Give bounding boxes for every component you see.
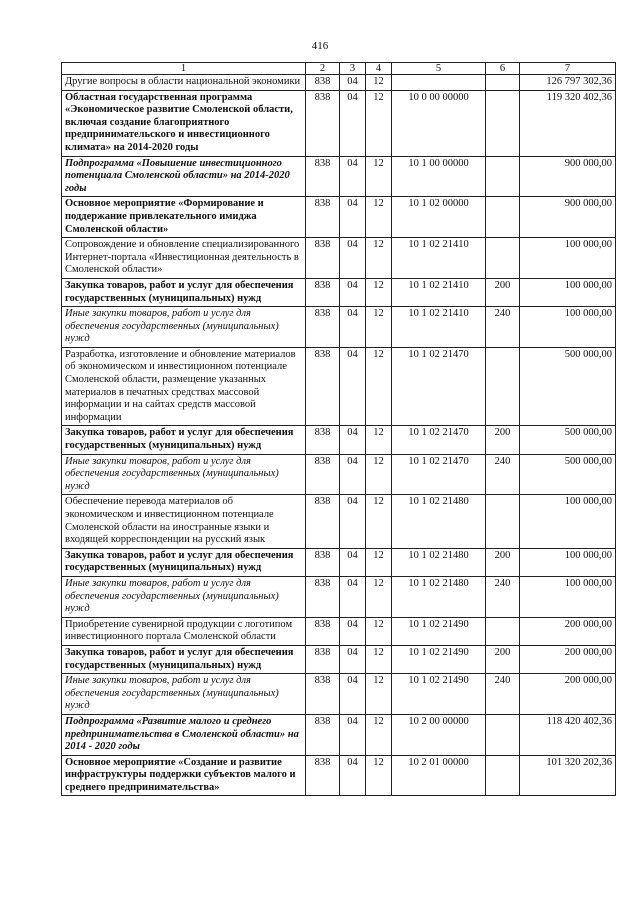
- row-subsection-cell: 12: [366, 278, 392, 306]
- row-section-cell: 04: [340, 755, 366, 796]
- row-expense-type-cell: 240: [486, 576, 520, 617]
- table-row: [62, 495, 616, 548]
- row-target-article-cell: 10 2 00 00000: [392, 714, 486, 755]
- row-name-cell: Подпрограмма «Развитие малого и среднего предпринимательства в Смоленской области» на 2014 - 2020 годы: [62, 714, 306, 755]
- row-subsection-cell: 12: [366, 645, 392, 673]
- row-subsection-cell: 12: [366, 617, 392, 645]
- row-section-cell: 04: [340, 548, 366, 576]
- row-amount-cell: 200 000,00: [520, 645, 616, 673]
- row-expense-type-cell: [486, 347, 520, 426]
- row-name-cell: Приобретение сувенирной продукции с логотипом инвестиционного портала Смоленской области: [62, 617, 306, 645]
- page-number: 416: [311, 40, 329, 52]
- row-grbs-cell: 838: [306, 495, 340, 548]
- row-subsection-cell: 12: [366, 426, 392, 454]
- row-name-cell: Иные закупки товаров, работ и услуг для обеспечения государственных (муниципальных) нужд: [62, 576, 306, 617]
- row-amount-cell: 100 000,00: [520, 278, 616, 306]
- row-grbs-cell: 838: [306, 75, 340, 91]
- row-section-cell: 04: [340, 645, 366, 673]
- row-expense-type-cell: [486, 617, 520, 645]
- row-subsection-cell: 12: [366, 90, 392, 156]
- table-row: [62, 347, 616, 426]
- header-cell: 4: [366, 63, 392, 75]
- row-subsection-cell: 12: [366, 576, 392, 617]
- row-section-cell: 04: [340, 197, 366, 238]
- row-subsection-cell: 12: [366, 454, 392, 495]
- row-target-article-cell: 10 1 02 21470: [392, 454, 486, 495]
- row-amount-cell: 100 000,00: [520, 238, 616, 279]
- row-name-cell: Областная государственная программа «Экономическое развитие Смоленской области, включая создание благоприятного предпринимательского и инвестиционного климата» на 2014-2020 годы: [62, 90, 306, 156]
- row-subsection-cell: 12: [366, 307, 392, 348]
- row-name-cell: Иные закупки товаров, работ и услуг для обеспечения государственных (муниципальных) нужд: [62, 674, 306, 715]
- row-target-article-cell: 10 1 02 21480: [392, 548, 486, 576]
- header-cell: 3: [340, 63, 366, 75]
- row-subsection-cell: 12: [366, 755, 392, 796]
- row-amount-cell: 900 000,00: [520, 156, 616, 197]
- row-amount-cell: 100 000,00: [520, 548, 616, 576]
- row-amount-cell: 100 000,00: [520, 576, 616, 617]
- row-target-article-cell: 10 1 02 21410: [392, 307, 486, 348]
- row-grbs-cell: 838: [306, 674, 340, 715]
- row-target-article-cell: 10 1 02 21470: [392, 426, 486, 454]
- row-grbs-cell: 838: [306, 645, 340, 673]
- row-grbs-cell: 838: [306, 755, 340, 796]
- row-target-article-cell: 10 2 01 00000: [392, 755, 486, 796]
- row-grbs-cell: 838: [306, 278, 340, 306]
- row-section-cell: 04: [340, 617, 366, 645]
- row-name-cell: Закупка товаров, работ и услуг для обеспечения государственных (муниципальных) нужд: [62, 426, 306, 454]
- table-row: [62, 156, 616, 197]
- row-grbs-cell: 838: [306, 576, 340, 617]
- row-name-cell: Основное мероприятие «Формирование и поддержание привлекательного имиджа Смоленской области»: [62, 197, 306, 238]
- row-section-cell: 04: [340, 347, 366, 426]
- row-expense-type-cell: [486, 75, 520, 91]
- table-row: [62, 755, 616, 796]
- row-target-article-cell: 10 1 02 21490: [392, 674, 486, 715]
- table-row: [62, 617, 616, 645]
- header-cell: 1: [62, 63, 306, 75]
- row-grbs-cell: 838: [306, 714, 340, 755]
- row-section-cell: 04: [340, 454, 366, 495]
- row-grbs-cell: 838: [306, 238, 340, 279]
- row-amount-cell: 101 320 202,36: [520, 755, 616, 796]
- row-name-cell: Закупка товаров, работ и услуг для обеспечения государственных (муниципальных) нужд: [62, 278, 306, 306]
- row-amount-cell: 200 000,00: [520, 617, 616, 645]
- row-target-article-cell: 10 1 00 00000: [392, 156, 486, 197]
- row-expense-type-cell: [486, 238, 520, 279]
- row-name-cell: Сопровождение и обновление специализированного Интернет-портала «Инвестиционная деятельность в Смоленской области»: [62, 238, 306, 279]
- row-target-article-cell: [392, 75, 486, 91]
- row-subsection-cell: 12: [366, 347, 392, 426]
- row-grbs-cell: 838: [306, 454, 340, 495]
- header-cell: 2: [306, 63, 340, 75]
- row-section-cell: 04: [340, 156, 366, 197]
- row-grbs-cell: 838: [306, 548, 340, 576]
- row-amount-cell: 118 420 402,36: [520, 714, 616, 755]
- row-subsection-cell: 12: [366, 197, 392, 238]
- row-expense-type-cell: 200: [486, 548, 520, 576]
- row-target-article-cell: 10 1 02 21410: [392, 238, 486, 279]
- row-subsection-cell: 12: [366, 495, 392, 548]
- row-subsection-cell: 12: [366, 75, 392, 91]
- row-expense-type-cell: 200: [486, 278, 520, 306]
- row-grbs-cell: 838: [306, 197, 340, 238]
- header-cell: 6: [486, 63, 520, 75]
- row-section-cell: 04: [340, 278, 366, 306]
- row-amount-cell: 100 000,00: [520, 495, 616, 548]
- row-target-article-cell: 10 1 02 21490: [392, 645, 486, 673]
- row-expense-type-cell: 240: [486, 454, 520, 495]
- row-section-cell: 04: [340, 75, 366, 91]
- row-target-article-cell: 10 1 02 21490: [392, 617, 486, 645]
- row-amount-cell: 900 000,00: [520, 197, 616, 238]
- row-expense-type-cell: [486, 495, 520, 548]
- table-row: [62, 714, 616, 755]
- row-name-cell: Подпрограмма «Повышение инвестиционного потенциала Смоленской области» на 2014-2020 годы: [62, 156, 306, 197]
- row-section-cell: 04: [340, 238, 366, 279]
- table-row: [62, 426, 616, 454]
- row-grbs-cell: 838: [306, 90, 340, 156]
- header-cell: 5: [392, 63, 486, 75]
- table-row: [62, 674, 616, 715]
- table-row: [62, 278, 616, 306]
- row-subsection-cell: 12: [366, 238, 392, 279]
- row-name-cell: Разработка, изготовление и обновление материалов об экономическом и инвестиционном потенциале Смоленской области, размещение указанных материалов в печатных средствах массовой информации и на сайтах средств массовой информации: [62, 347, 306, 426]
- row-target-article-cell: 10 1 02 21410: [392, 278, 486, 306]
- row-target-article-cell: 10 1 02 00000: [392, 197, 486, 238]
- row-amount-cell: 119 320 402,36: [520, 90, 616, 156]
- table-row: [62, 238, 616, 279]
- row-name-cell: Другие вопросы в области национальной экономики: [62, 75, 306, 91]
- row-amount-cell: 500 000,00: [520, 347, 616, 426]
- row-section-cell: 04: [340, 307, 366, 348]
- row-amount-cell: 100 000,00: [520, 307, 616, 348]
- row-grbs-cell: 838: [306, 307, 340, 348]
- row-amount-cell: 126 797 302,36: [520, 75, 616, 91]
- row-subsection-cell: 12: [366, 714, 392, 755]
- row-amount-cell: 200 000,00: [520, 674, 616, 715]
- row-target-article-cell: 10 1 02 21480: [392, 495, 486, 548]
- row-target-article-cell: 10 0 00 00000: [392, 90, 486, 156]
- row-amount-cell: 500 000,00: [520, 426, 616, 454]
- row-subsection-cell: 12: [366, 674, 392, 715]
- row-grbs-cell: 838: [306, 617, 340, 645]
- row-grbs-cell: 838: [306, 426, 340, 454]
- row-name-cell: Обеспечение перевода материалов об экономическом и инвестиционном потенциале Смоленской области на иностранные языки и входящей корреспонденции на русский язык: [62, 495, 306, 548]
- row-expense-type-cell: [486, 714, 520, 755]
- table-row: [62, 645, 616, 673]
- row-expense-type-cell: 240: [486, 307, 520, 348]
- table-body: [62, 75, 616, 796]
- row-subsection-cell: 12: [366, 548, 392, 576]
- header-row: [62, 63, 616, 75]
- row-expense-type-cell: [486, 197, 520, 238]
- header-cell: 7: [520, 63, 616, 75]
- row-expense-type-cell: [486, 755, 520, 796]
- row-name-cell: Основное мероприятие «Создание и развитие инфраструктуры поддержки субъектов малого и среднего предпринимательства»: [62, 755, 306, 796]
- row-grbs-cell: 838: [306, 156, 340, 197]
- table-row: [62, 197, 616, 238]
- row-amount-cell: 500 000,00: [520, 454, 616, 495]
- row-name-cell: Закупка товаров, работ и услуг для обеспечения государственных (муниципальных) нужд: [62, 645, 306, 673]
- row-grbs-cell: 838: [306, 347, 340, 426]
- budget-table: [61, 62, 616, 796]
- row-section-cell: 04: [340, 426, 366, 454]
- table-row: [62, 454, 616, 495]
- row-section-cell: 04: [340, 714, 366, 755]
- table-row: [62, 548, 616, 576]
- row-section-cell: 04: [340, 674, 366, 715]
- row-section-cell: 04: [340, 576, 366, 617]
- table-row: [62, 307, 616, 348]
- row-expense-type-cell: 200: [486, 426, 520, 454]
- row-target-article-cell: 10 1 02 21480: [392, 576, 486, 617]
- row-expense-type-cell: [486, 156, 520, 197]
- row-name-cell: Иные закупки товаров, работ и услуг для обеспечения государственных (муниципальных) нужд: [62, 307, 306, 348]
- row-expense-type-cell: [486, 90, 520, 156]
- row-target-article-cell: 10 1 02 21470: [392, 347, 486, 426]
- row-expense-type-cell: 200: [486, 645, 520, 673]
- row-section-cell: 04: [340, 90, 366, 156]
- row-expense-type-cell: 240: [486, 674, 520, 715]
- row-section-cell: 04: [340, 495, 366, 548]
- table-row: [62, 75, 616, 91]
- row-name-cell: Закупка товаров, работ и услуг для обеспечения государственных (муниципальных) нужд: [62, 548, 306, 576]
- row-name-cell: Иные закупки товаров, работ и услуг для обеспечения государственных (муниципальных) нужд: [62, 454, 306, 495]
- table-row: [62, 90, 616, 156]
- table-row: [62, 576, 616, 617]
- row-subsection-cell: 12: [366, 156, 392, 197]
